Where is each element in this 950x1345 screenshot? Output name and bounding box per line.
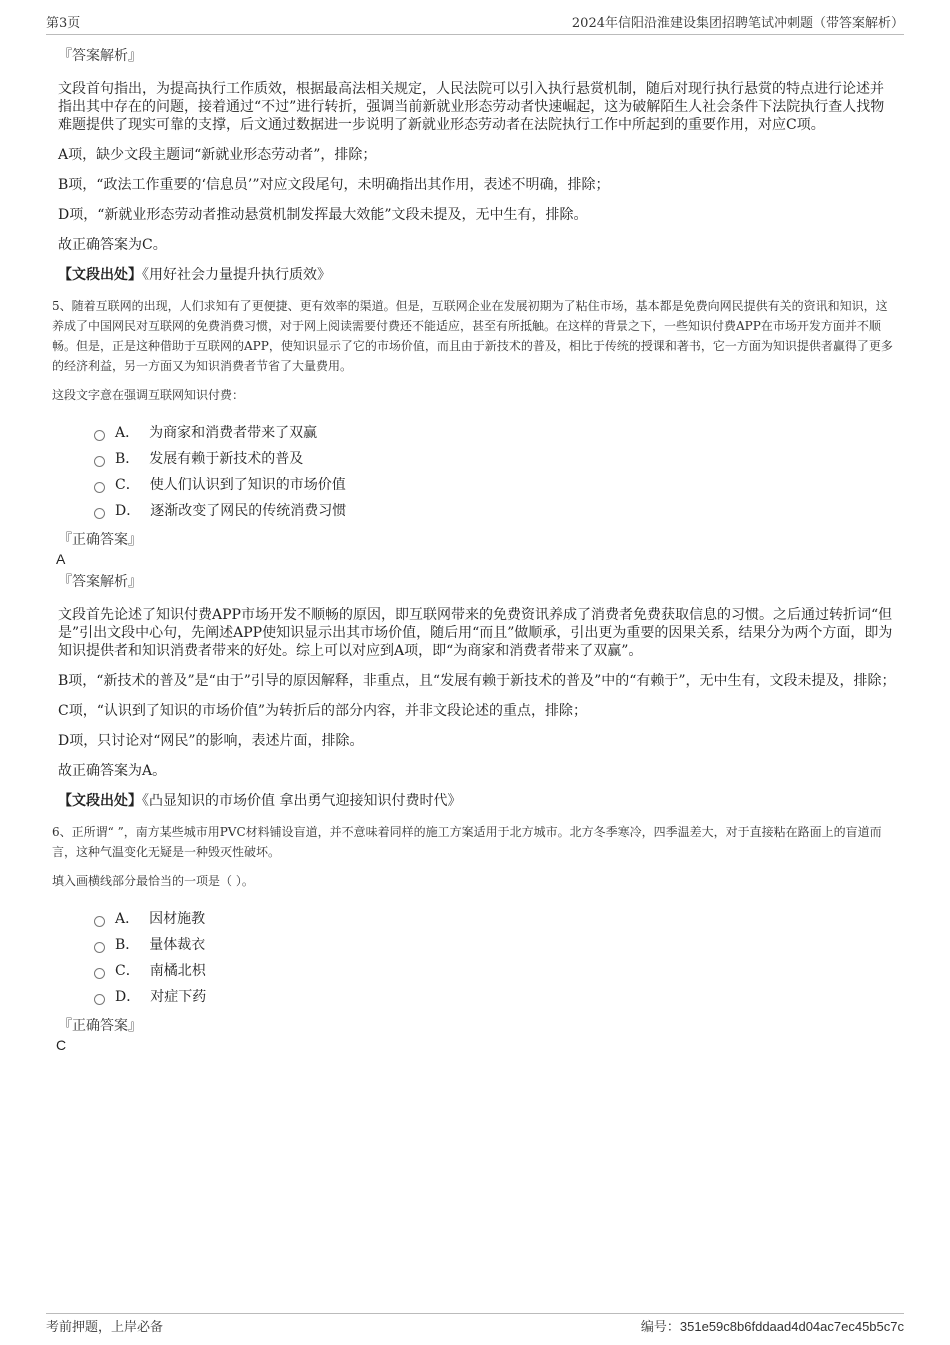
document-code-value: 351e59c8b6fddaad4d04ac7ec45b5c7c <box>679 1319 904 1334</box>
analysis-paragraph: B项，“新技术的普及”是“由于”引导的原因解释，非重点，且“发展有赖于新技术的普及”中的“有赖于”，无中生有，文段未提及，排除； <box>58 673 896 689</box>
option-text: 因材施教 <box>149 911 206 927</box>
document-code-label: 编号： <box>640 1320 680 1335</box>
radio-button[interactable] <box>94 508 105 519</box>
option-letter: A． <box>115 425 140 441</box>
options-list <box>94 906 896 1010</box>
analysis-paragraph: 文段首先论述了知识付费APP市场开发不顺畅的原因，即互联网带来的免费资讯养成了消费者免费获取信息的习惯。之后通过转折词“但是”引出文段中心句，先阐述APP使知识显示出其市场价值，随后用“而且”做顺承，引出更为重要的因果关系，结果分为两个方面，即为知识提供者和知识消费者带来的好处。综上可以对应到A项，即“为商家和消费者带来了双赢”。 <box>58 607 893 659</box>
option-b[interactable] <box>94 932 896 958</box>
option-a[interactable] <box>94 420 896 446</box>
option-text: 对症下药 <box>150 989 207 1005</box>
source-line <box>58 792 896 810</box>
question-prompt: 填入画横线部分最恰当的一项是（ ）。 <box>52 874 254 888</box>
option-text: 为商家和消费者带来了双赢 <box>149 425 318 441</box>
document-title: 2024年信阳沿淮建设集团招聘笔试冲刺题（带答案解析） <box>571 16 904 31</box>
source-line <box>58 266 896 284</box>
option-letter: B． <box>115 937 140 953</box>
document-code <box>641 1316 904 1335</box>
option-text: 使人们认识到了知识的市场价值 <box>149 477 346 493</box>
option-letter: A． <box>115 911 140 927</box>
source-label: 【文段出处】 <box>58 267 142 283</box>
radio-button[interactable] <box>94 430 105 441</box>
radio-button[interactable] <box>94 942 105 953</box>
option-c[interactable] <box>94 472 896 498</box>
question-text: 6、正所谓“ ”，南方某些城市用PVC材料铺设盲道，并不意味着同样的施工方案适用于北方城市。北方冬季寒冷，四季温差大，对于直接粘在路面上的盲道而言，这种气温变化无疑是一种毁灭性破坏。 <box>52 825 882 859</box>
option-d[interactable] <box>94 984 896 1010</box>
analysis-paragraph: A项，缺少文段主题词“新就业形态劳动者”，排除； <box>58 147 377 163</box>
analysis-label: 『答案解析』 <box>58 574 142 590</box>
answer-label: 『正确答案』 <box>58 1018 142 1034</box>
radio-button[interactable] <box>94 482 105 493</box>
option-b[interactable] <box>94 446 896 472</box>
analysis-label: 『答案解析』 <box>58 48 142 64</box>
source-title: 《用好社会力量提升执行质效》 <box>142 267 331 283</box>
analysis-paragraph: D项，“新就业形态劳动者推动悬赏机制发挥最大效能”文段未提及，无中生有，排除。 <box>58 207 588 223</box>
question-text: 5、随着互联网的出现，人们求知有了更便捷、更有效率的渠道。但是，互联网企业在发展初期为了粘住市场，基本都是免费向网民提供有关的资讯和知识，这养成了中国网民对互联网的免费消费习惯，对于网上阅读需要付费还不能适应，甚至有所抵触。在这样的背景之下，一些知识付费APP在市场开发方面并不顺畅。但是，正是这种借助于互联网的APP，使知识显示了它的市场价值，而且由于新技术的普及，相比于传统的授课和著书，它一方面为知识提供者赢得了更多的经济利益，另一方面又为知识消费者节省了大量费用。 <box>52 299 893 373</box>
radio-button[interactable] <box>94 456 105 467</box>
page-header <box>46 12 904 35</box>
options-list <box>94 420 896 524</box>
radio-button[interactable] <box>94 916 105 927</box>
option-c[interactable] <box>94 958 896 984</box>
page-footer <box>46 1313 904 1335</box>
answer-label: 『正确答案』 <box>58 532 142 548</box>
option-letter: C． <box>115 477 140 493</box>
analysis-paragraph: 故正确答案为C。 <box>58 237 167 253</box>
page-number: 第3页 <box>46 16 81 31</box>
option-letter: D． <box>115 503 141 519</box>
option-d[interactable] <box>94 498 896 524</box>
option-letter: C． <box>115 963 140 979</box>
option-letter: D． <box>115 989 141 1005</box>
option-text: 发展有赖于新技术的普及 <box>149 451 304 467</box>
analysis-paragraph: 故正确答案为A。 <box>58 763 167 779</box>
answer-value: A <box>56 551 66 567</box>
option-letter: B． <box>115 451 140 467</box>
page-content <box>52 46 896 1058</box>
option-text: 逐渐改变了网民的传统消费习惯 <box>150 503 347 519</box>
source-title: 《凸显知识的市场价值 拿出勇气迎接知识付费时代》 <box>142 793 462 809</box>
option-text: 量体裁衣 <box>149 937 206 953</box>
footer-slogan: 考前押题，上岸必备 <box>46 1320 164 1335</box>
option-text: 南橘北枳 <box>149 963 206 979</box>
analysis-paragraph: D项，只讨论对“网民”的影响，表述片面，排除。 <box>58 733 364 749</box>
analysis-paragraph: 文段首句指出，为提高执行工作质效，根据最高法相关规定，人民法院可以引入执行悬赏机制，随后对现行执行悬赏的特点进行论述并指出其中存在的问题，接着通过“不过”进行转折，强调当前新就业形态劳动者快速崛起，这为破解陌生人社会条件下法院执行查人找物难题提供了现实可靠的支撑，后文通过数据进一步说明了新就业形态劳动者在法院执行工作中所起到的重要作用，对应C项。 <box>58 81 885 133</box>
analysis-paragraph: C项，“认识到了知识的市场价值”为转折后的部分内容，并非文段论述的重点，排除； <box>58 703 588 719</box>
option-a[interactable] <box>94 906 896 932</box>
analysis-paragraph: B项，“政法工作重要的‘信息员’”对应文段尾句，未明确指出其作用，表述不明确，排除； <box>58 177 610 193</box>
source-label: 【文段出处】 <box>58 793 142 809</box>
question-prompt: 这段文字意在强调互联网知识付费： <box>52 388 245 402</box>
radio-button[interactable] <box>94 994 105 1005</box>
radio-button[interactable] <box>94 968 105 979</box>
answer-value: C <box>56 1037 67 1053</box>
